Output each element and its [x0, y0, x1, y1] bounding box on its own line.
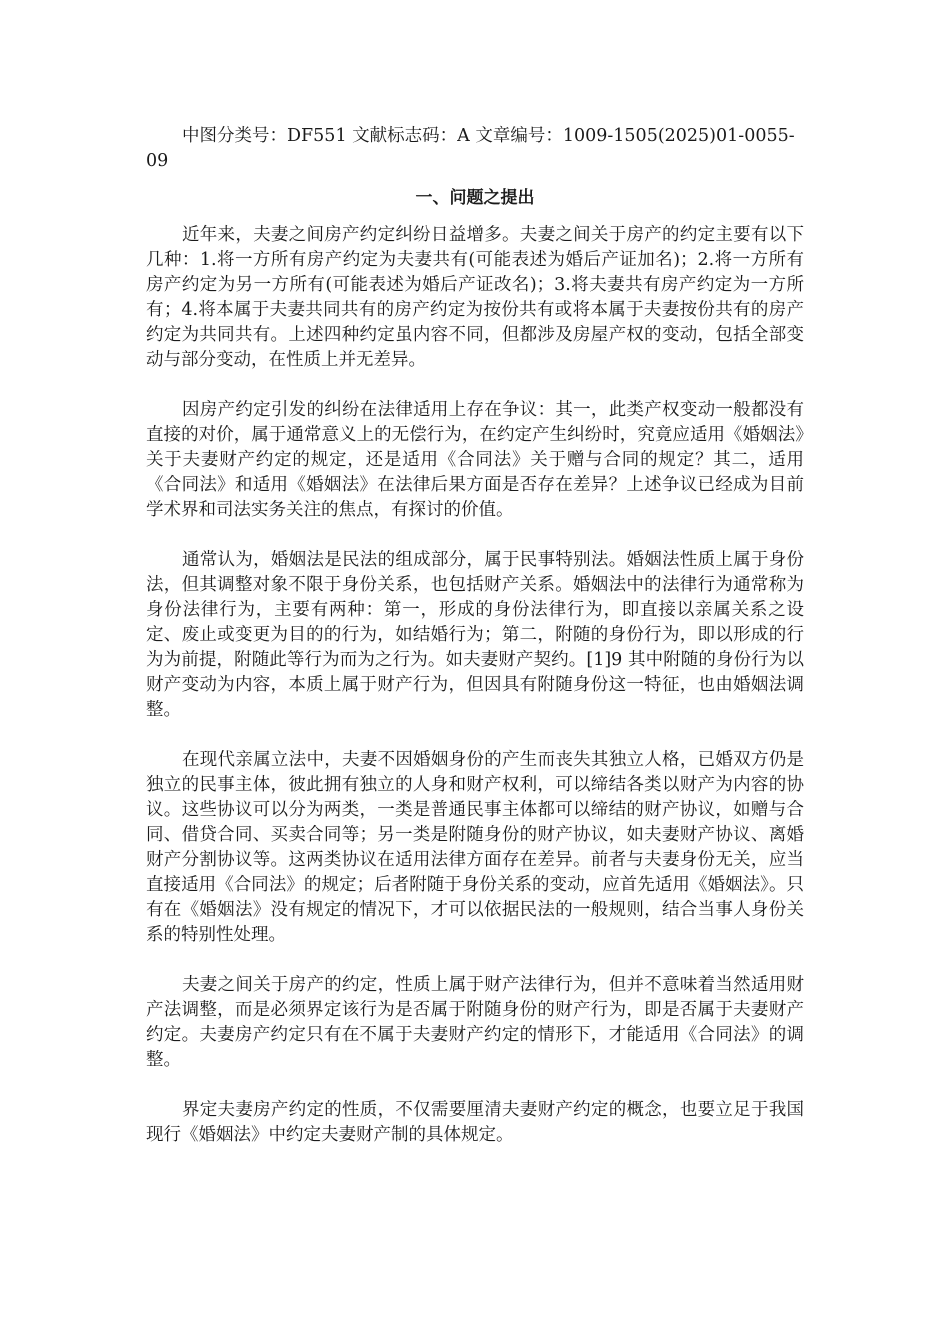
classification-line: 中图分类号：DF551 文献标志码：A 文章编号：1009-1505(2025)01-0055-09 [146, 126, 795, 171]
document-page [146, 124, 804, 1148]
paragraph-3: 通常认为，婚姻法是民法的组成部分，属于民事特别法。婚姻法性质上属于身份法，但其调整对象不限于身份关系，也包括财产关系。婚姻法中的法律行为通常称为身份法律行为，主要有两种：第一，形成的身份法律行为，即直接以亲属关系之设定、废止或变更为目的的行为，如结婚行为；第二，附随的身份行为，即以形成的行为为前提，附随此等行为而为之行为。如夫妻财产契约。[1]9 其中附随的身份行为以财产变动为内容，本质上属于财产行为，但因具有附随身份这一特征，也由婚姻法调整。 [146, 550, 804, 720]
paragraph-4: 在现代亲属立法中，夫妻不因婚姻身份的产生而丧失其独立人格，已婚双方仍是独立的民事主体，彼此拥有独立的人身和财产权利，可以缔结各类以财产为内容的协议。这些协议可以分为两类，一类是普通民事主体都可以缔结的财产协议，如赠与合同、借贷合同、买卖合同等；另一类是附随身份的财产协议，如夫妻财产协议、离婚财产分割协议等。这两类协议在适用法律方面存在差异。前者与夫妻身份无关，应当直接适用《合同法》的规定；后者附随于身份关系的变动，应首先适用《婚姻法》。只有在《婚姻法》没有规定的情况下，才可以依据民法的一般规则，结合当事人身份关系的特别性处理。 [146, 750, 804, 945]
paragraph-6: 界定夫妻房产约定的性质，不仅需要厘清夫妻财产约定的概念，也要立足于我国现行《婚姻法》中约定夫妻财产制的具体规定。 [146, 1100, 804, 1145]
paragraph-2: 因房产约定引发的纠纷在法律适用上存在争议：其一，此类产权变动一般都没有直接的对价，属于通常意义上的无偿行为，在约定产生纠纷时，究竟应适用《婚姻法》关于夫妻财产约定的规定，还是适用《合同法》关于赠与合同的规定？其二，适用《合同法》和适用《婚姻法》在法律后果方面是否存在差异？上述争议已经成为目前学术界和司法实务关注的焦点，有探讨的价值。 [146, 400, 804, 520]
paragraph-5: 夫妻之间关于房产的约定，性质上属于财产法律行为，但并不意味着当然适用财产法调整，而是必须界定该行为是否属于附随身份的财产行为，即是否属于夫妻财产约定。夫妻房产约定只有在不属于夫妻财产约定的情形下，才能适用《合同法》的调整。 [146, 975, 804, 1070]
paragraph-1: 近年来，夫妻之间房产约定纠纷日益增多。夫妻之间关于房产的约定主要有以下几种：1.将一方所有房产约定为夫妻共有(可能表述为婚后产证加名)；2.将一方所有房产约定为另一方所有(可能表述为婚后产证改名)；3.将夫妻共有房产约定为一方所有；4.将本属于夫妻共同共有的房产约定为按份共有或将本属于夫妻按份共有的房产约定为共同共有。上述四种约定虽内容不同，但都涉及房屋产权的变动，包括全部变动与部分变动，在性质上并无差异。 [146, 225, 804, 370]
section-title: 一、问题之提出 [415, 188, 535, 208]
